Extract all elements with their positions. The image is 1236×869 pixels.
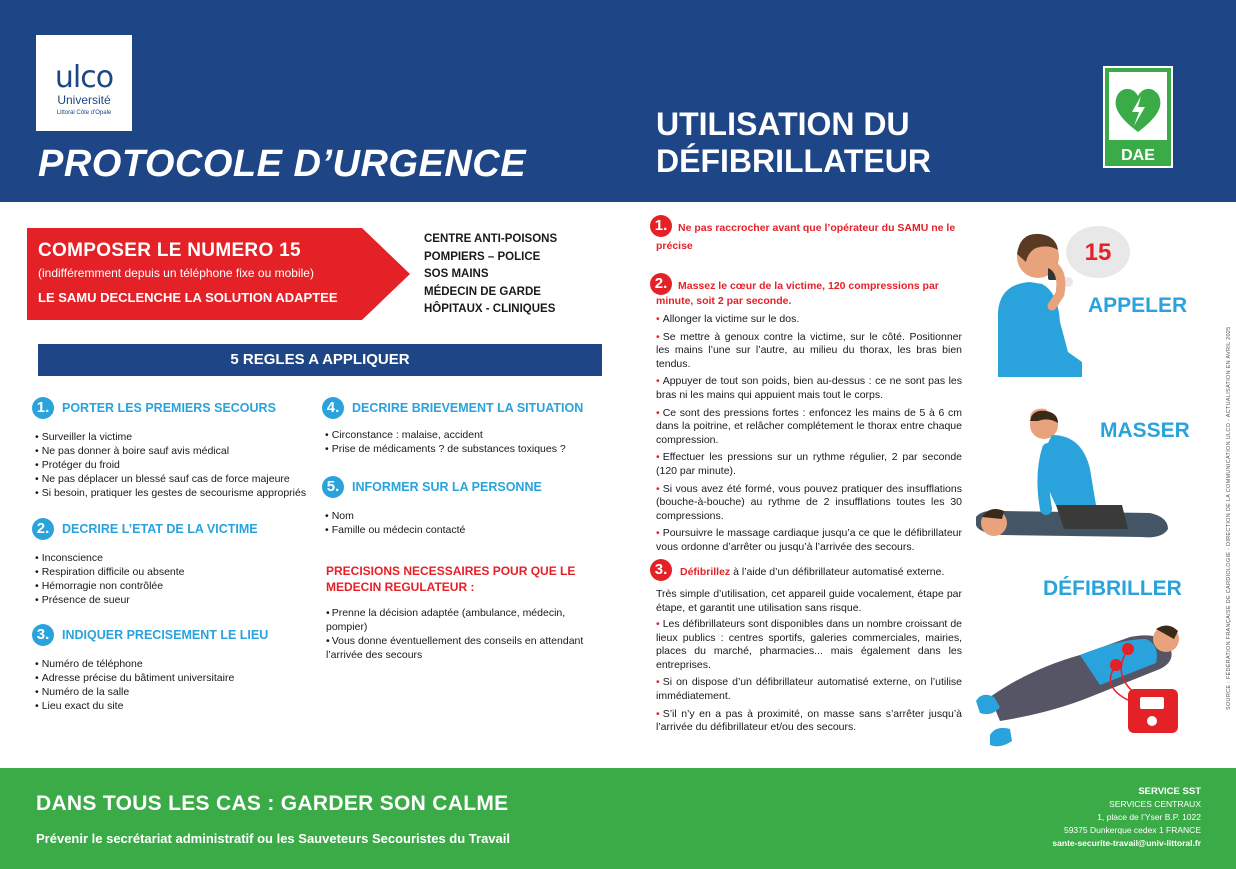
- rule-item: • Hémorragie non contrôlée: [35, 579, 322, 593]
- logo-sub: Littoral Côte d'Opale: [56, 110, 112, 116]
- step-item: • Se mettre à genoux contre la victime, sur le côté. Positionner les mains l’une sur l’autre, au milieu du thorax, les bras bien tendus.: [656, 331, 962, 372]
- service-contact: [1052, 785, 1201, 850]
- rule-number: 3.: [32, 624, 54, 646]
- action-defib: DÉFIBRILLER: [1043, 577, 1182, 600]
- rule-item: • Ne pas déplacer un blessé sauf cas de force majeure: [35, 472, 322, 486]
- action-call: APPELER: [1088, 294, 1188, 317]
- subtitle-line-2: DÉFIBRILLATEUR: [656, 143, 931, 179]
- step-3-title: [680, 563, 970, 581]
- footer-band: [0, 768, 1236, 869]
- rule-number: 5.: [322, 476, 344, 498]
- emergency-number: COMPOSER LE NUMERO 15: [38, 240, 301, 261]
- step-3-number: 3.: [650, 559, 672, 581]
- call-number: 15: [1084, 239, 1112, 266]
- rule-title: INDIQUER PRECISEMENT LE LIEU: [62, 628, 269, 642]
- footer-title: DANS TOUS LES CAS : GARDER SON CALME: [36, 792, 509, 815]
- rule-item: • Numéro de la salle: [35, 685, 322, 699]
- service-line: 1, place de l’Yser B.P. 1022: [1097, 812, 1201, 822]
- step-2-list: [656, 313, 962, 559]
- rule-title: PORTER LES PREMIERS SECOURS: [62, 401, 276, 415]
- contact-item: SOS MAINS: [424, 268, 489, 281]
- step-3-title-bold: Défibrillez: [680, 566, 731, 578]
- contacts-list: [424, 231, 557, 319]
- service-title: SERVICE SST: [1138, 786, 1201, 797]
- step-3-intro: Très simple d’utilisation, cet appareil guide vocalement, étape par étape, et garantit une utilisation sans risque.: [656, 588, 962, 614]
- rule-item: • Nom: [325, 509, 612, 523]
- rule-item: • Respiration difficile ou absente: [35, 565, 322, 579]
- rule-title: DECRIRE L’ETAT DE LA VICTIME: [62, 522, 258, 536]
- action-massage: MASSER: [1100, 419, 1190, 442]
- contact-item: POMPIERS – POLICE: [424, 250, 541, 263]
- step-item: • Si on dispose d’un défibrillateur automatisé externe, on l’utilise immédiatement.: [656, 676, 962, 703]
- step-1-title: Ne pas raccrocher avant que l’opérateur du SAMU ne le précise: [656, 222, 956, 252]
- rule-1: [32, 397, 322, 500]
- subtitle-line-1: UTILISATION DU: [656, 106, 910, 142]
- rule-number: 1.: [32, 397, 54, 419]
- step-item: • Appuyer de tout son poids, bien au-dessus : ce ne sont pas les bras ni les mains qui appuient mais tout le corps.: [656, 375, 962, 402]
- source-credit: SOURCE : FÉDÉRATION FRANÇAISE DE CARDIOLOGIE - DIRECTION DE LA COMMUNICATION ULCO - ACTUALISATION EN AVRIL 2025: [1226, 326, 1232, 710]
- rule-number: 4.: [322, 397, 344, 419]
- step-item: • Effectuer les pressions sur un rythme régulier, 2 par seconde (120 par minute).: [656, 451, 962, 478]
- contact-item: MÉDECIN DE GARDE: [424, 285, 541, 298]
- logo-mark: ulco: [54, 60, 114, 95]
- step-item: • S’il n’y en a pas à proximité, on masse sans s’arrêter jusqu’à l’arrivée du défibrillateur et/ou des secours.: [656, 708, 962, 735]
- step-3-title-rest: à l’aide d’un défibrillateur automatisé externe.: [730, 566, 945, 578]
- rule-5: [322, 476, 612, 537]
- service-line: 59375 Dunkerque cedex 1 FRANCE: [1063, 825, 1201, 835]
- rule-item: • Surveiller la victime: [35, 430, 322, 444]
- contact-item: CENTRE ANTI-POISONS: [424, 233, 558, 245]
- rule-item: • Adresse précise du bâtiment universitaire: [35, 671, 322, 685]
- rule-number: 2.: [32, 518, 54, 540]
- rule-item: • Prise de médicaments ? de substances toxiques ?: [325, 442, 612, 456]
- step-item: • Si vous avez été formé, vous pouvez pratiquer des insufflations (bouche-à-bouche) au rythme de 2 insufflations toutes les 30 compressions.: [656, 483, 962, 524]
- rule-title: INFORMER SUR LA PERSONNE: [352, 480, 542, 494]
- emergency-subtitle: (indifféremment depuis un téléphone fixe ou mobile): [38, 266, 314, 280]
- rule-item: • Protéger du froid: [35, 458, 322, 472]
- step-item: • Ce sont des pressions fortes : enfoncez les mains de 5 à 6 cm dans la poitrine, et relâcher complétement le thorax entre chaque compression.: [656, 407, 962, 448]
- precisions-list: [326, 606, 604, 662]
- page-subtitle: [656, 106, 1016, 180]
- rule-item: • Ne pas donner à boire sauf avis médical: [35, 444, 322, 458]
- dae-label: DAE: [1121, 147, 1155, 164]
- step-2-title: Massez le cœur de la victime, 120 compressions par minute, soit 2 par seconde.: [656, 280, 939, 307]
- dae-logo: [1103, 66, 1173, 168]
- contact-item: HÔPITAUX - CLINIQUES: [424, 303, 556, 316]
- dae-heart-icon: [1103, 66, 1173, 168]
- rule-item: • Numéro de téléphone: [35, 657, 322, 671]
- rule-item: • Famille ou médecin contacté: [325, 523, 612, 537]
- page-title: PROTOCOLE D’URGENCE: [38, 143, 527, 185]
- rule-4: [322, 397, 612, 456]
- rule-item: • Présence de sueur: [35, 593, 322, 607]
- service-email[interactable]: sante-securite-travail@univ-littoral.fr: [1052, 838, 1201, 848]
- precisions-title: PRECISIONS NECESSAIRES POUR QUE LE MEDECIN REGULATEUR :: [326, 564, 576, 594]
- rule-item: • Si besoin, pratiquer les gestes de secourisme appropriés: [35, 486, 322, 500]
- university-logo: [36, 35, 132, 131]
- rules-heading: 5 REGLES A APPLIQUER: [38, 344, 602, 376]
- rule-3: [32, 624, 322, 713]
- step-3-list: [656, 618, 962, 739]
- precision-item: • Vous donne éventuellement des conseils en attendant l’arrivée des secours: [326, 634, 604, 662]
- step-1-number: 1.: [650, 215, 672, 237]
- logo-name: Université: [57, 93, 111, 107]
- rule-item: • Inconscience: [35, 551, 322, 565]
- precision-item: • Prenne la décision adaptée (ambulance, médecin, pompier): [326, 606, 604, 634]
- rule-2: [32, 518, 322, 607]
- rule-item: • Lieu exact du site: [35, 699, 322, 713]
- rule-title: DECRIRE BRIEVEMENT LA SITUATION: [352, 401, 584, 415]
- emergency-note: LE SAMU DECLENCHE LA SOLUTION ADAPTEE: [38, 290, 338, 305]
- step-item: • Allonger la victime sur le dos.: [656, 313, 962, 327]
- footer-subtitle: Prévenir le secrétariat administratif ou les Sauveteurs Secouristes du Travail: [36, 831, 510, 846]
- step-item: • Les défibrillateurs sont disponibles dans un nombre croissant de lieux publics : centres sportifs, galeries commerciales, mairies, places du marché, pharmacies... mais également dans les entreprises.: [656, 618, 962, 672]
- step-item: • Poursuivre le massage cardiaque jusqu’a ce que le défibrillateur vous ordonne d’arrêter ou jusqu’à l’arrivée des secours.: [656, 527, 962, 554]
- defib-illustration: [970, 617, 1185, 752]
- service-line: SERVICES CENTRAUX: [1109, 799, 1201, 809]
- rule-item: • Circonstance : malaise, accident: [325, 428, 612, 442]
- step-2-number: 2.: [650, 273, 672, 295]
